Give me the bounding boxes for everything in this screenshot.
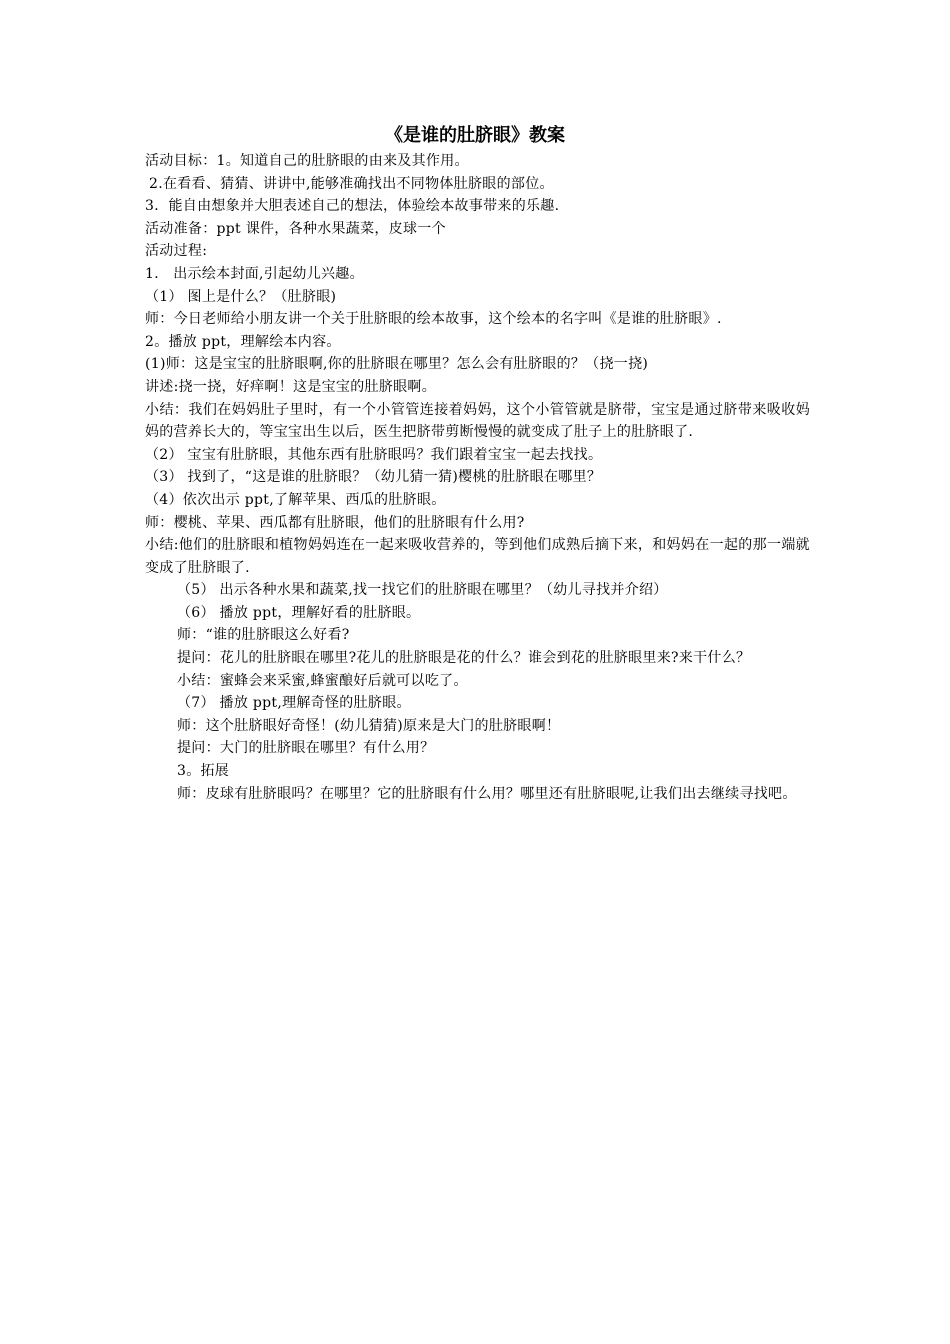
- activity-process-heading: 活动过程:: [145, 243, 208, 260]
- question-flower: 提问：花儿的肚脐眼在哪里?花儿的肚脐眼是花的什么？谁会到花的肚脐眼里来?来干什么？: [177, 650, 751, 667]
- narration: 讲述:挠一挠，好痒啊！这是宝宝的肚脐眼啊。: [145, 378, 437, 395]
- teacher-question-fruits: 师：樱桃、苹果、西瓜都有肚脐眼，他们的肚脐眼有什么用?: [145, 514, 525, 531]
- document-body: [145, 150, 810, 805]
- summary-3: 小结：蜜蜂会来采蜜,蜂蜜酿好后就可以吃了。: [177, 672, 468, 689]
- question-door: 提问：大门的肚脐眼在哪里？有什么用？: [177, 740, 435, 757]
- activity-preparation: 活动准备：ppt 课件，各种水果蔬菜，皮球一个: [145, 220, 446, 237]
- teacher-strange: 师：这个肚脐眼好奇怪！(幼儿猜猜)原来是大门的肚脐眼啊！: [177, 717, 561, 734]
- step-2-item-4: （4）依次出示 ppt,了解苹果、西瓜的肚脐眼。: [145, 491, 446, 508]
- step-2-item-3: （3） 找到了，“这是谁的肚脐眼？（幼儿猜一猜)樱桃的肚脐眼在哪里？: [145, 469, 602, 486]
- teacher-intro: 师：今日老师给小朋友讲一个关于肚脐眼的绘本故事，这个绘本的名字叫《是谁的肚脐眼》.: [145, 311, 722, 328]
- summary-1: 小结：我们在妈妈肚子里时，有一个小管管连接着妈妈，这个小管管就是脐带，宝宝是通过脐带来吸收妈妈的营养长大的，等宝宝出生以后，医生把脐带剪断慢慢的就变成了肚子上的肚脐眼了.: [145, 401, 810, 441]
- step-2: 2。播放 ppt，理解绘本内容。: [145, 333, 341, 350]
- teacher-ball: 师：皮球有肚脐眼吗？在哪里？它的肚脐眼有什么用？哪里还有肚脐眼呢,让我们出去继续寻找吧。: [177, 785, 797, 802]
- step-2-item-6: （6） 播放 ppt，理解好看的肚脐眼。: [177, 604, 421, 621]
- step-2-item-7: （7） 播放 ppt,理解奇怪的肚脐眼。: [177, 695, 411, 712]
- activity-goal-3: 3．能自由想象并大胆表述自己的想法，体验绘本故事带来的乐趣.: [145, 198, 560, 215]
- teacher-beautiful: 师：“谁的肚脐眼这么好看?: [177, 627, 350, 644]
- step-2-item-1: (1)师：这是宝宝的肚脐眼啊,你的肚脐眼在哪里？怎么会有肚脐眼的？（挠一挠): [145, 356, 649, 373]
- document-title: 《是谁的肚脐眼》教案: [385, 125, 565, 146]
- step-2-item-2: （2） 宝宝有肚脐眼，其他东西有肚脐眼吗？我们跟着宝宝一起去找找。: [145, 446, 603, 463]
- summary-2: 小结:他们的肚脐眼和植物妈妈连在一起来吸收营养的，等到他们成熟后摘下来，和妈妈在一起的那一端就变成了肚脐眼了.: [145, 537, 810, 576]
- step-3: 3。拓展: [177, 763, 230, 780]
- step-1: 1． 出示绘本封面,引起幼儿兴趣。: [145, 265, 364, 282]
- step-1-q1: （1） 图上是什么？（肚脐眼): [145, 288, 337, 305]
- activity-goal-1: 活动目标：1。知道自己的肚脐眼的由来及其作用。: [145, 153, 469, 169]
- step-2-item-5: （5） 出示各种水果和蔬菜,找一找它们的肚脐眼在哪里？（幼儿寻找并介绍）: [177, 582, 668, 599]
- activity-goal-2: 2.在看看、猜猜、讲讲中,能够准确找出不同物体肚脐眼的部位。: [149, 175, 554, 192]
